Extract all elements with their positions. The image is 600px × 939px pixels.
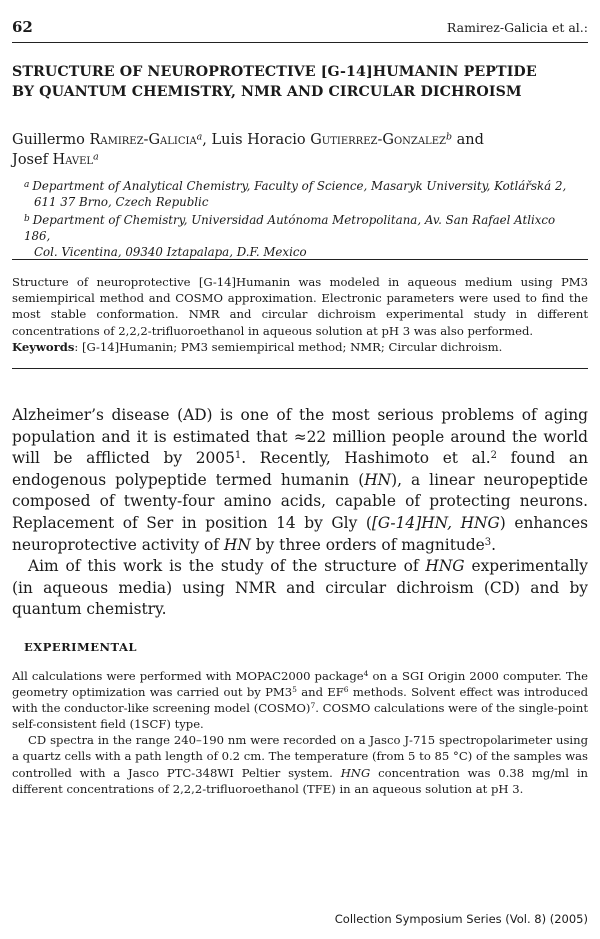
intro-text: by three orders of magnitude <box>250 535 485 554</box>
citation-ref: 7 <box>310 701 316 711</box>
body-text: CD spectra in the range 240–190 nm were recorded on a Jasco J-715 spectropolarimeter using a quartz cells with a path length of 0.2 cm. The temperature (from 5 to 85 °C) of the samples was controlled with a Jasco PTC-348WI Peltier system. <box>12 733 588 780</box>
article-title <box>12 62 588 102</box>
introduction <box>12 405 588 621</box>
author-sep-2: and <box>451 132 484 148</box>
affiliation-b-label: b <box>24 214 30 224</box>
intro-text: ) enhances neuroprotective activity of <box>12 513 589 554</box>
author-3-last: Havel <box>52 152 94 168</box>
experimental-paragraph-2 <box>12 732 588 796</box>
body-text: concentration was 0.38 mg/ml in different concentrations of 2,2,2-trifluoroethanol (TFE) in an aqueous solution at pH 3. <box>12 765 588 796</box>
affiliation-a <box>24 177 584 210</box>
keywords <box>12 339 588 355</box>
intro-text: . Recently, Hashimoto et al. <box>241 449 491 468</box>
intro-text: experimentally (in aqueous media) using NMR and circular dichroism (CD) and by quantum chemistry. <box>12 557 589 619</box>
page-footer: Collection Symposium Series (Vol. 8) (2005) <box>334 912 588 926</box>
body-text: All calculations were performed with MOPAC2000 package <box>12 669 364 683</box>
citation-ref: 1 <box>234 450 242 462</box>
experimental-section <box>12 668 588 797</box>
body-text: . COSMO calculations were of the single-point self-consistent field (1SCF) type. <box>12 701 588 732</box>
body-text: on a SGI Origin 2000 computer. The geometry optimization was carried out by PM3 <box>12 669 588 700</box>
author-list <box>12 130 588 170</box>
running-head: Ramirez-Galicia et al.: <box>446 20 588 35</box>
citation-ref: 4 <box>363 669 369 679</box>
intro-italic: HN <box>223 535 251 554</box>
author-sep-1: , <box>202 132 212 148</box>
abstract-top-rule <box>12 259 588 260</box>
intro-text: Aim of this work is the study of the structure of <box>28 557 426 576</box>
intro-italic: [G-14]HN, HNG <box>371 513 500 532</box>
citation-ref: 3 <box>484 536 492 548</box>
header-rule <box>12 42 588 43</box>
intro-italic: HNG <box>425 557 465 576</box>
intro-paragraph-2 <box>12 556 588 621</box>
affiliation-a-label: a <box>24 180 30 190</box>
citation-ref: 5 <box>292 685 297 695</box>
intro-italic: HN <box>364 470 392 489</box>
affiliation-a-line-1: Department of Analytical Chemistry, Faculty of Science, Masaryk University, Kotlářská 2, <box>32 179 567 193</box>
intro-paragraph-1 <box>12 405 588 556</box>
experimental-paragraph-1 <box>12 668 588 732</box>
title-line-2: BY QUANTUM CHEMISTRY, NMR AND CIRCULAR DICHROISM <box>12 84 522 100</box>
author-3-first: Josef <box>12 152 53 168</box>
body-text: and EF <box>296 685 344 700</box>
intro-text: found an endogenous polypeptide termed humanin ( <box>12 449 589 489</box>
author-1-affil: a <box>196 131 203 143</box>
affiliation-b <box>24 211 584 260</box>
citation-ref: 2 <box>490 450 497 462</box>
affiliation-b-line-2: Col. Vicentina, 09340 Iztapalapa, D.F. Mexico <box>34 245 307 259</box>
author-2-last: Gutierrez-Gonzalez <box>310 132 446 148</box>
citation-ref: 6 <box>343 685 349 695</box>
intro-text: . <box>491 535 497 554</box>
keywords-label: Keywords <box>12 339 75 354</box>
abstract <box>12 274 588 355</box>
section-heading-experimental: EXPERIMENTAL <box>24 640 137 654</box>
author-1-last: Ramirez-Galicia <box>89 132 197 148</box>
affiliation-b-line-1: Department of Chemistry, Universidad Autónoma Metropolitana, Av. San Rafael Atlixco 186, <box>24 213 556 243</box>
affiliation-a-line-2: 611 37 Brno, Czech Republic <box>34 195 209 209</box>
intro-text: ), a linear neuropeptide composed of twenty-four amino acids, capable of protecting neurons. Replacement of Ser in position 14 by Gly ( <box>12 470 588 532</box>
page-header <box>12 18 588 40</box>
body-italic: HNG <box>340 765 371 780</box>
author-1-first: Guillermo <box>12 132 90 148</box>
body-text: methods. Solvent effect was introduced with the conductor-like screening model (COSMO) <box>12 685 588 716</box>
abstract-text: Structure of neuroprotective [G-14]Humanin was modeled in aqueous medium using PM3 semiempirical method and COSMO approximation. Electronic parameters were used to find the most stable conformation. NMR and circular dichroism experimental study in different concentrations of 2,2,2-trifluoroethanol in aqueous solution at pH 3 was also performed. <box>12 275 588 338</box>
title-line-1: STRUCTURE OF NEUROPROTECTIVE [G-14]HUMANIN PEPTIDE <box>12 64 537 80</box>
abstract-bottom-rule <box>12 368 588 369</box>
author-2-affil: b <box>445 131 452 143</box>
author-3-affil: a <box>93 151 99 163</box>
intro-text: Alzheimer’s disease (AD) is one of the most serious problems of aging population and it is estimated that ≈22 million people around the world will be afflicted by 2005 <box>12 406 588 468</box>
author-2-first: Luis Horacio <box>211 132 311 148</box>
keywords-text: : [G-14]Humanin; PM3 semiempirical method; NMR; Circular dichroism. <box>74 339 503 354</box>
page-number: 62 <box>12 18 33 36</box>
